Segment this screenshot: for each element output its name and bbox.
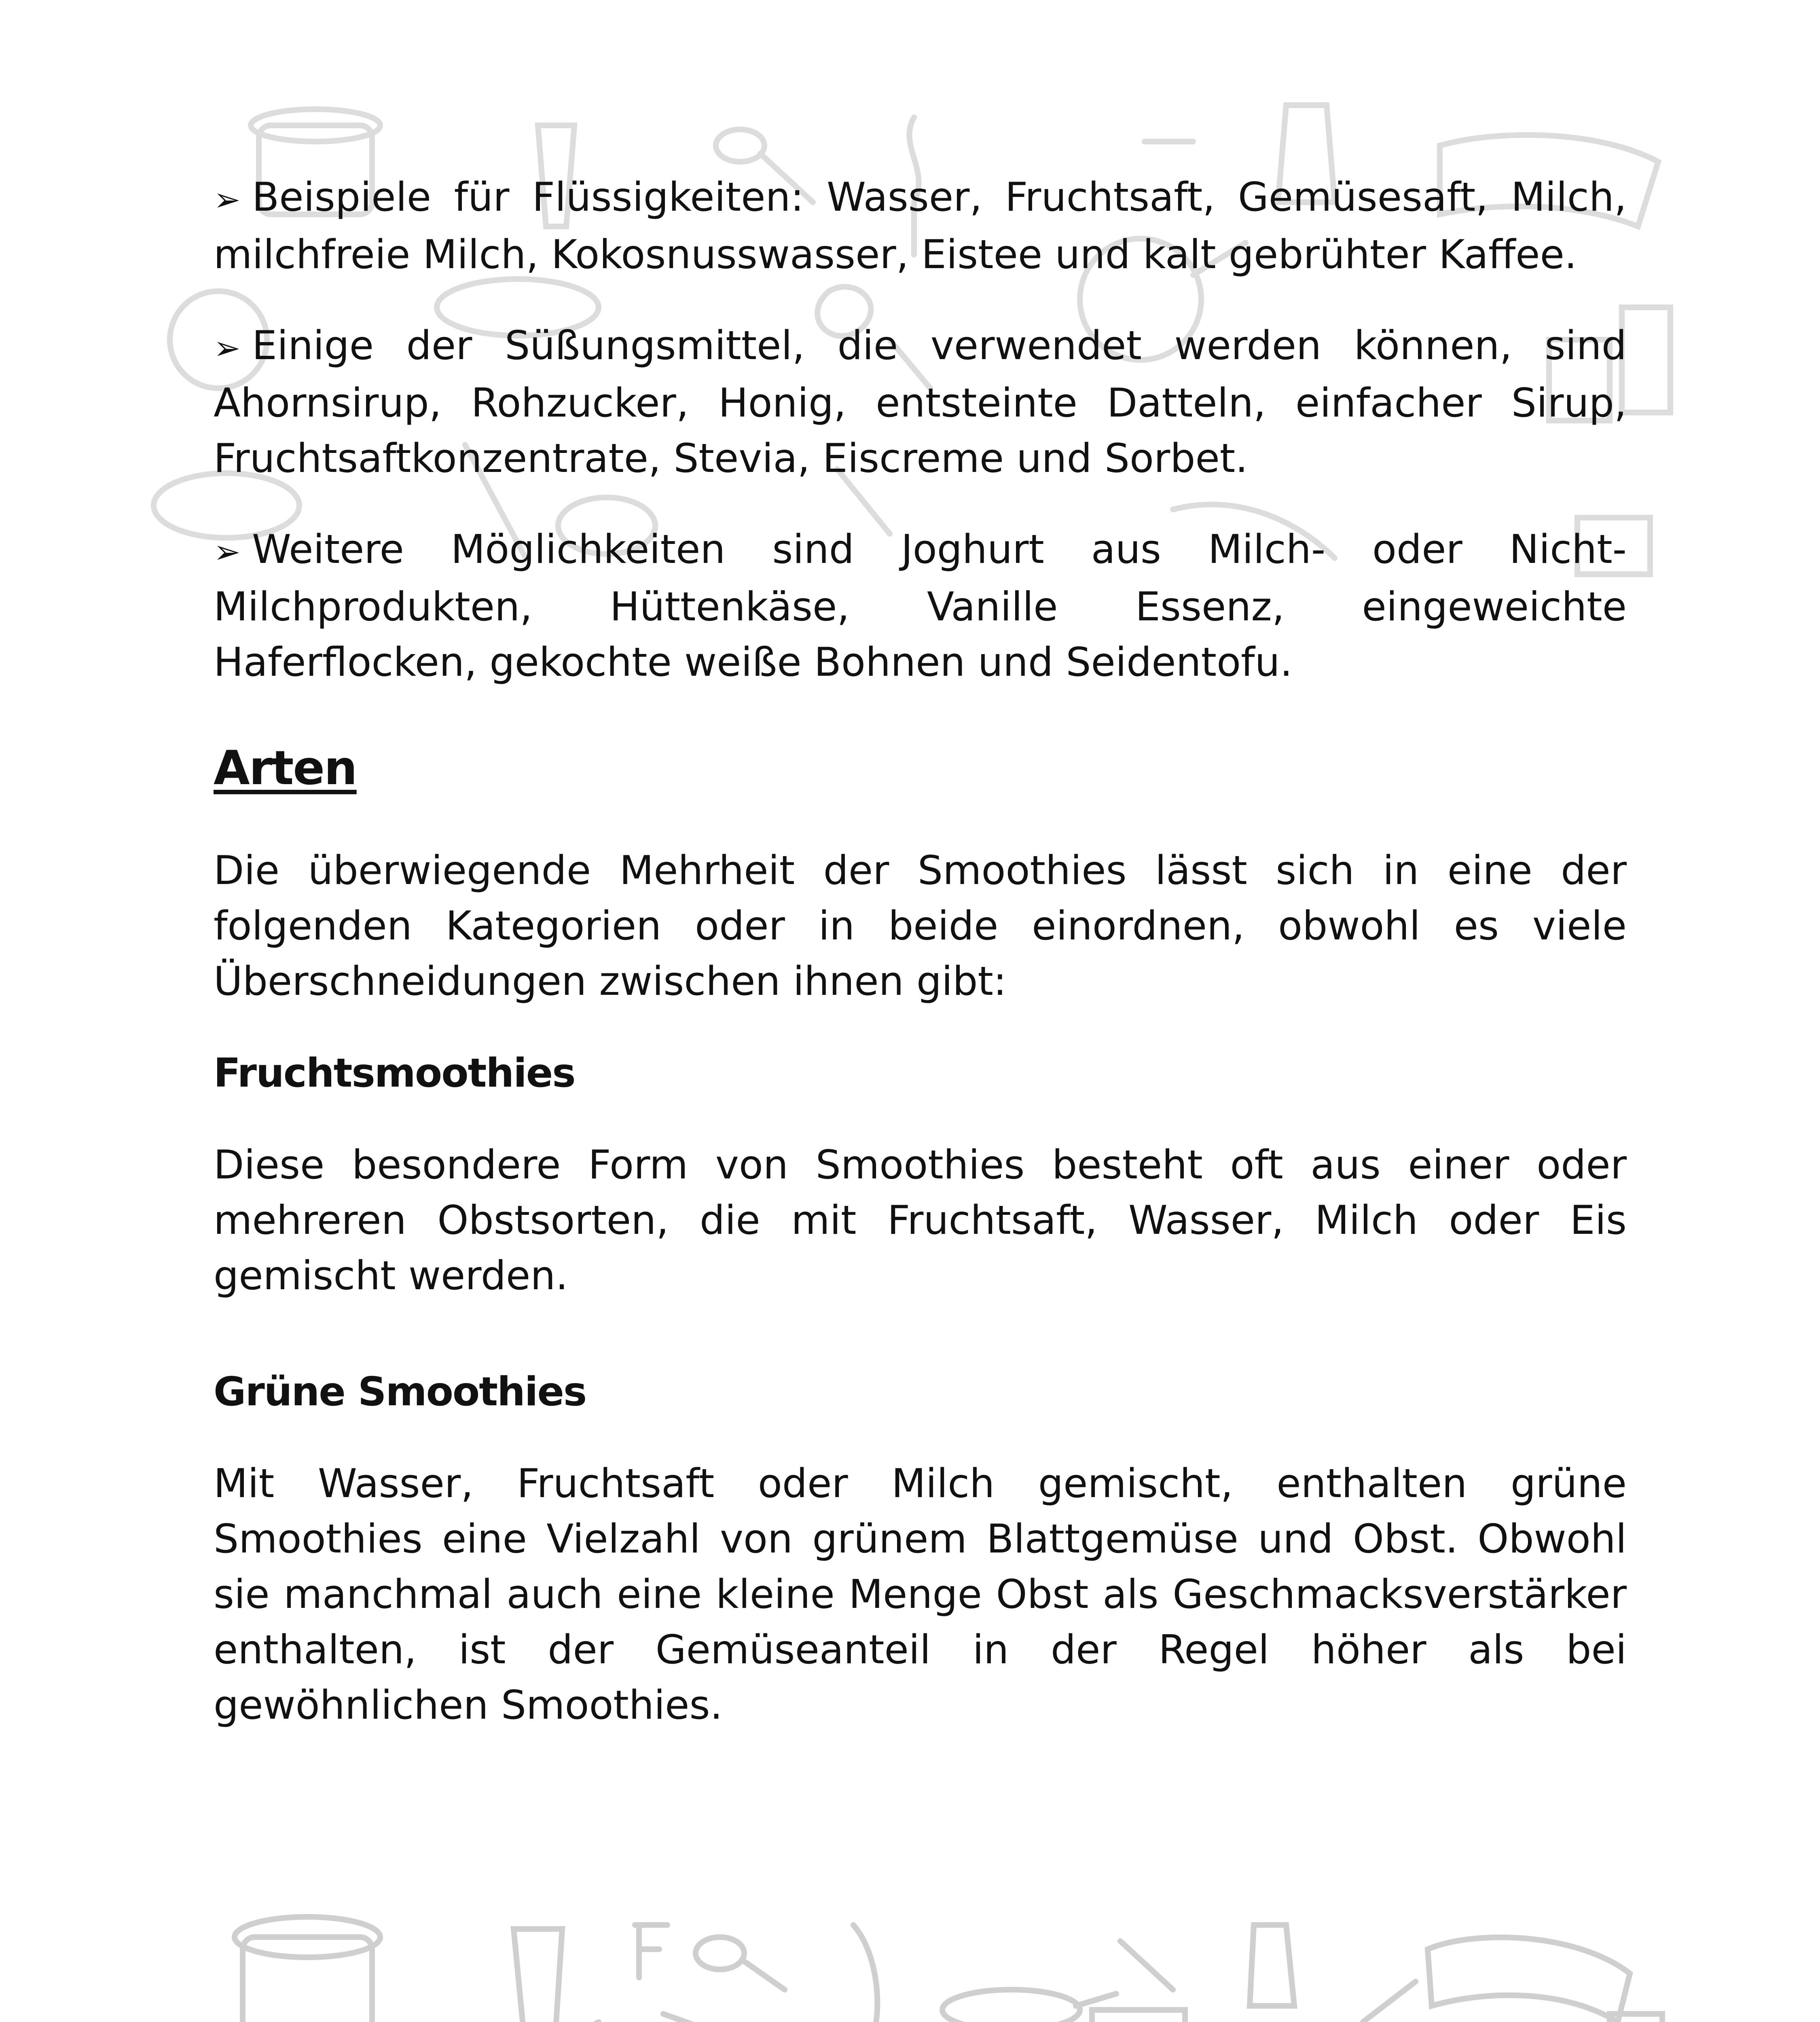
subheading-fruit-smoothies: Fruchtsmoothies: [214, 1050, 575, 1096]
subheading-green-smoothies: Grüne Smoothies: [214, 1369, 586, 1415]
section-heading: Arten: [214, 741, 357, 795]
paragraph-fruit-smoothies: Diese besondere Form von Smoothies besteht oft aus einer oder mehreren Obstsorten, die mit Fruchtsaft, Wasser, Milch oder Eis gemischt werden.: [214, 1142, 1627, 1299]
paragraph-green-smoothies: Mit Wasser, Fruchtsaft oder Milch gemischt, enthalten grüne Smoothies eine Vielzahl von grünem Blattgemüse und Obst. Obwohl sie manchmal auch eine kleine Menge Obst als Geschmacksverstärker enthalten, ist der Gemüseanteil in der Regel höher als bei gewöhnlichen Smoothies.: [214, 1461, 1627, 1728]
bullet-text: Beispiele für Flüssigkeiten: Wasser, Fruchtsaft, Gemüsesaft, Milch, milchfreie Milch, Kokosnusswasser, Eistee und kalt gebrühter Kaffee.: [214, 174, 1627, 278]
arrowhead-bullet-icon: ➢: [214, 329, 241, 367]
bullet-item: [214, 318, 1627, 486]
arrowhead-bullet-icon: ➢: [214, 181, 241, 218]
section-intro: Die überwiegende Mehrheit der Smoothies lässt sich in eine der folgenden Kategorien oder in beide einordnen, obwohl es viele Überschneidungen zwischen ihnen gibt:: [214, 848, 1627, 1005]
arrowhead-bullet-icon: ➢: [214, 533, 241, 571]
kitchen-utensils-footer-icon: [0, 1901, 1820, 2022]
page-body: [214, 170, 1627, 1733]
bullet-text: Weitere Möglichkeiten sind Joghurt aus Milch- oder Nicht-Milchprodukten, Hüttenkäse, Vanille Essenz, eingeweichte Haferflocken, gekochte weiße Bohnen und Seidentofu.: [214, 527, 1627, 685]
bullet-item: [214, 170, 1627, 283]
bullet-text: Einige der Süßungsmittel, die verwendet werden können, sind Ahornsirup, Rohzucker, Honig, entsteinte Datteln, einfacher Sirup, Fruchtsaftkonzentrate, Stevia, Eiscreme und Sorbet.: [214, 323, 1627, 482]
bullet-item: [214, 522, 1627, 690]
